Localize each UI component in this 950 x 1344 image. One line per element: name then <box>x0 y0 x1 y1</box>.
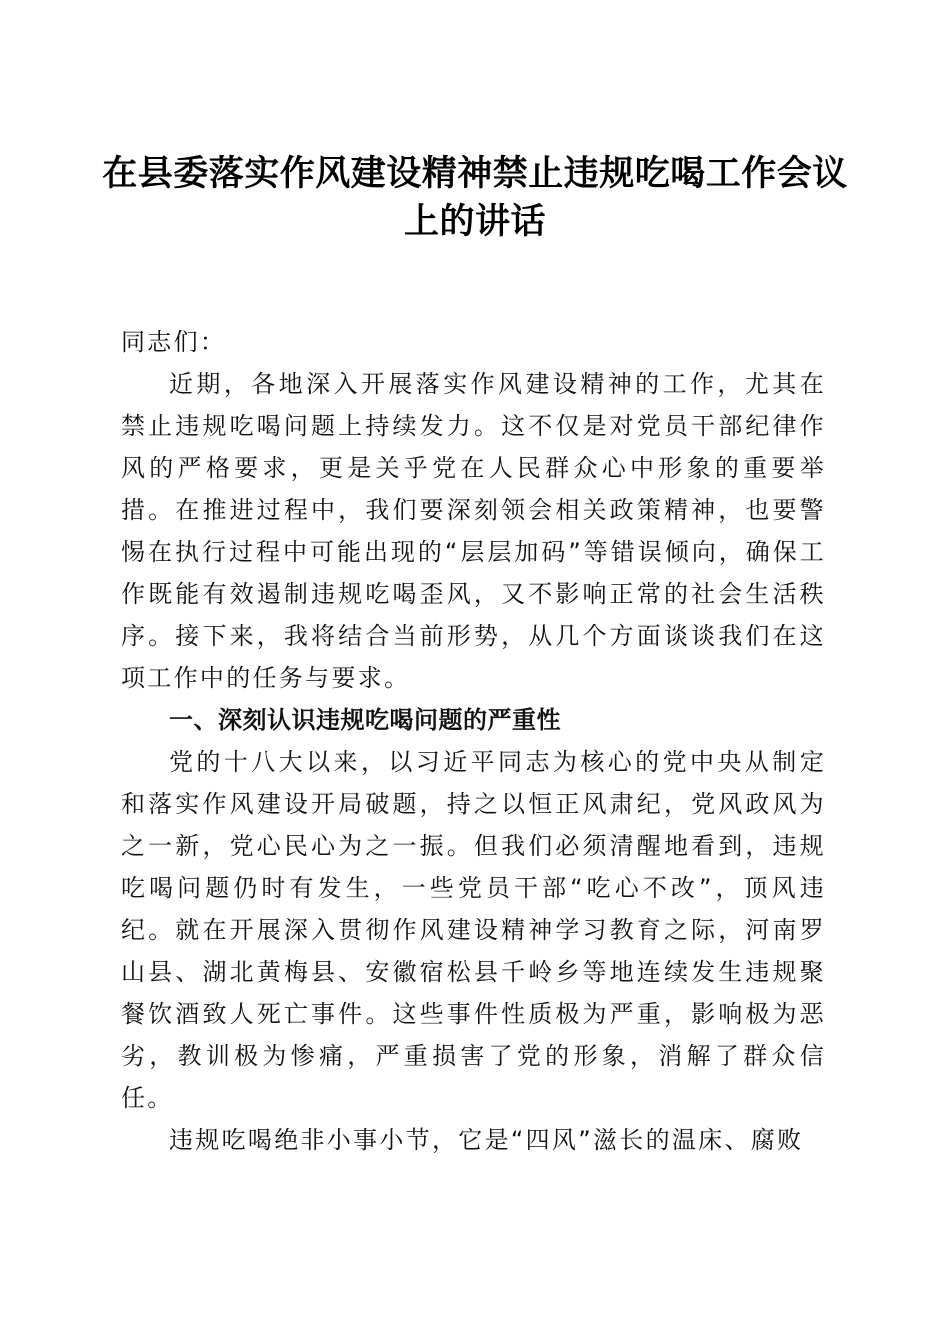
paragraph-body: 党的十八大以来，以习近平同志为核心的党中央从制定和落实作风建设开局破题，持之以恒正风肃纪，党风政风为之一新，党心民心为之一振。但我们必须清醒地看到，违规吃喝问题仍时有发生，一些党员干部“吃心不改”，顶风违纪。就在开展深入贯彻作风建设精神学习教育之际，河南罗山县、湖北黄梅县、安徽宿松县千岭乡等地连续发生违规聚餐饮酒致人死亡事件。这些事件性质极为严重，影响极为恶劣，教训极为惨痛，严重损害了党的形象，消解了群众信任。 <box>121 748 826 1112</box>
document-title: 在县委落实作风建设精神禁止违规吃喝工作会议上的讲话 <box>102 153 848 242</box>
salutation: 同志们： <box>121 328 227 356</box>
section-heading: 一、深刻认识违规吃喝问题的严重性 <box>169 706 561 734</box>
document-body <box>121 321 826 1161</box>
paragraph-continued: 违规吃喝绝非小事小节，它是“四风”滋长的温床、腐败 <box>169 1126 804 1154</box>
paragraph-intro: 近期，各地深入开展落实作风建设精神的工作，尤其在禁止违规吃喝问题上持续发力。这不仅是对党员干部纪律作风的严格要求，更是关乎党在人民群众心中形象的重要举措。在推进过程中，我们要深刻领会相关政策精神，也要警惕在执行过程中可能出现的“层层加码”等错误倾向，确保工作既能有效遏制违规吃喝歪风，又不影响正常的社会生活秩序。接下来，我将结合当前形势，从几个方面谈谈我们在这项工作中的任务与要求。 <box>121 370 826 692</box>
